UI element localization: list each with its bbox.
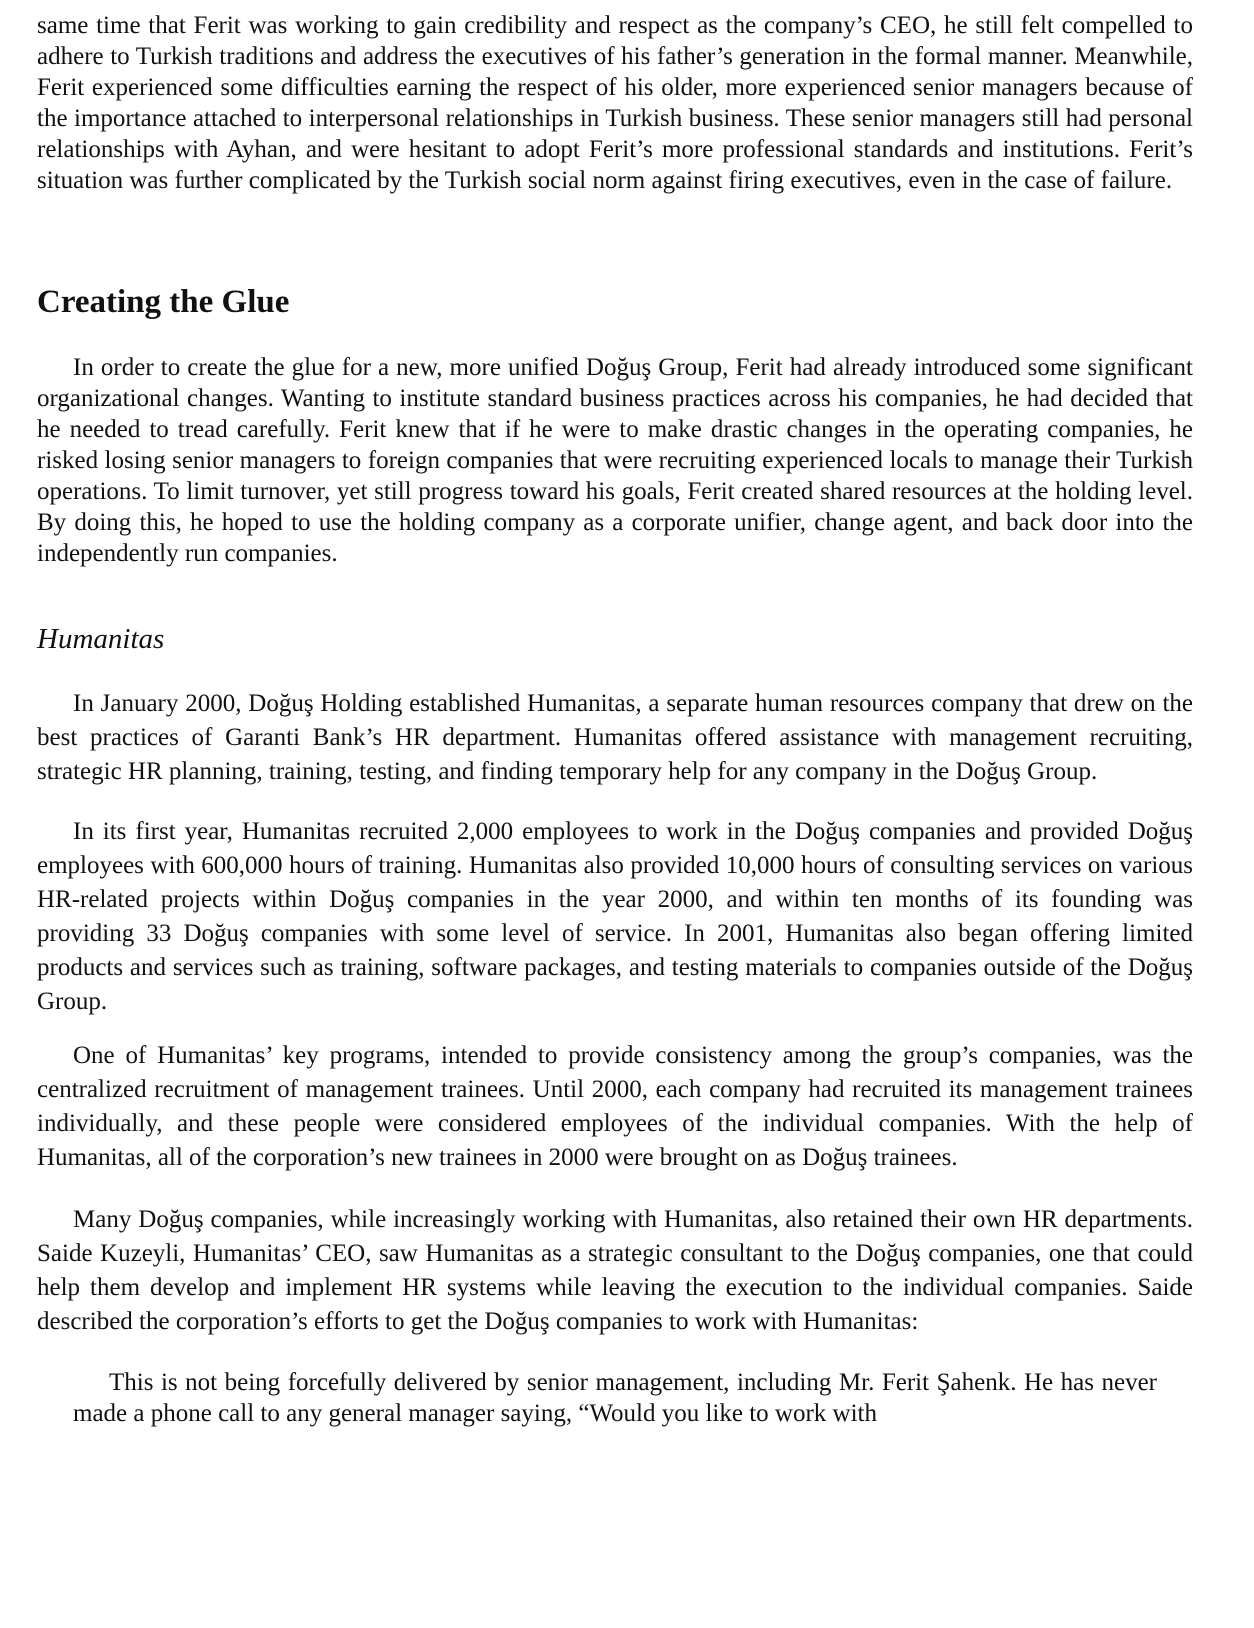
- paragraph-humanitas-2: In its first year, Humanitas recruited 2,000 employees to work in the Doğuş companies and provided Doğuş employees with 600,000 hours of training. Humanitas also provided 10,000 hours of consulting services on various HR-related projects within Doğuş companies in the year 2000, and within ten months of its founding was providing 33 Doğuş companies with some level of service. In 2001, Humanitas also began offering limited products and services such as training, software packages, and testing materials to companies outside of the Doğuş Group.: [37, 818, 1193, 1015]
- document-page: [37, 10, 1193, 1429]
- paragraph-humanitas-3: One of Humanitas’ key programs, intended to provide consistency among the group’s companies, was the centralized recruitment of management trainees. Until 2000, each company had recruited its management trainees individually, and these people were considered employees of the individual companies. With the help of Humanitas, all of the corporation’s new trainees in 2000 were brought on as Doğuş trainees.: [37, 1042, 1193, 1171]
- paragraph-glue: In order to create the glue for a new, more unified Doğuş Group, Ferit had already introduced some significant organizational changes. Wanting to institute standard business practices across his companies, he had decided that he needed to tread carefully. Ferit knew that if he were to make drastic changes in the operating companies, he risked losing senior managers to foreign companies that were recruiting experienced locals to manage their Turkish operations. To limit turnover, yet still progress toward his goals, Ferit created shared resources at the holding level. By doing this, he hoped to use the holding company as a corporate unifier, change agent, and back door into the independently run companies.: [37, 354, 1193, 567]
- paragraph-humanitas-1: In January 2000, Doğuş Holding established Humanitas, a separate human resources company that drew on the best practices of Garanti Bank’s HR department. Humanitas offered assistance with management recruiting, strategic HR planning, training, testing, and finding temporary help for any company in the Doğuş Group.: [37, 690, 1193, 785]
- paragraph-intro: same time that Ferit was working to gain credibility and respect as the company’s CEO, he still felt compelled to adhere to Turkish traditions and address the executives of his father’s generation in the formal manner. Meanwhile, Ferit experienced some difficulties earning the respect of his older, more experienced senior managers because of the importance attached to interpersonal relationships in Turkish business. These senior managers still had personal relationships with Ayhan, and were hesitant to adopt Ferit’s more professional standards and institutions. Ferit’s situation was further complicated by the Turkish social norm against firing executives, even in the case of failure.: [37, 12, 1193, 194]
- block-quote: This is not being forcefully delivered by senior management, including Mr. Ferit Şahenk. He has never made a phone call to any general manager saying, “Would you like to work with: [73, 1369, 1157, 1427]
- section-heading: Creating the Glue: [37, 284, 290, 320]
- paragraph-humanitas-4: Many Doğuş companies, while increasingly working with Humanitas, also retained their own HR departments. Saide Kuzeyli, Humanitas’ CEO, saw Humanitas as a strategic consultant to the Doğuş companies, one that could help them develop and implement HR systems while leaving the execution to the individual companies. Saide described the corporation’s efforts to get the Doğuş companies to work with Humanitas:: [37, 1206, 1193, 1335]
- subsection-heading: Humanitas: [37, 623, 165, 655]
